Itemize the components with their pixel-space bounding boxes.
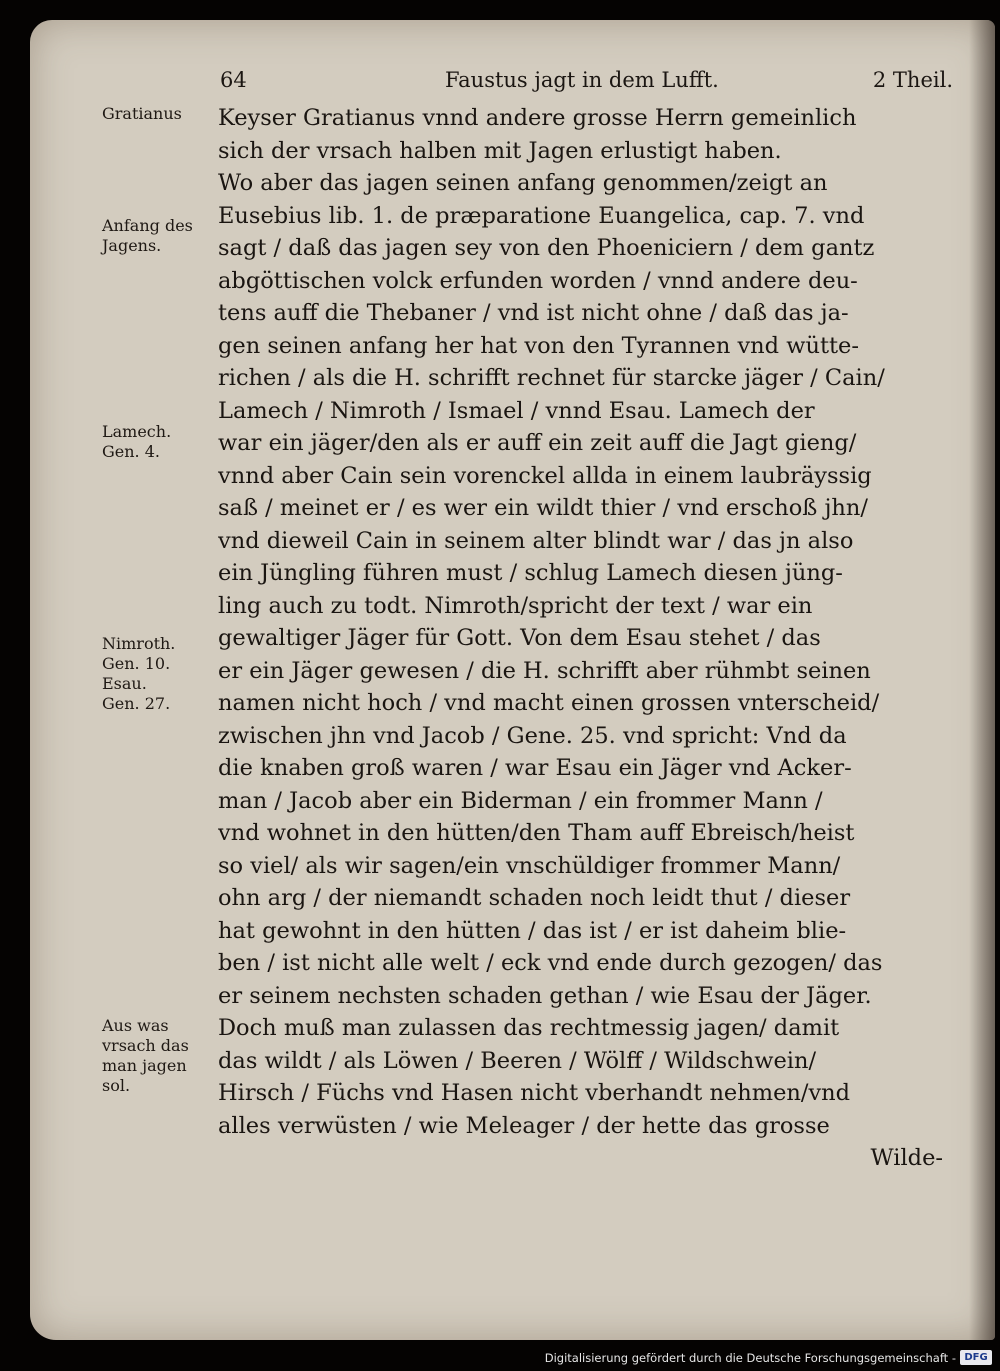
- margin-note-lamech: Lamech. Gen. 4.: [102, 422, 172, 461]
- text-line: gen seinen anfang her hat von den Tyrannen vnd wütte-: [218, 332, 859, 359]
- part-label: 2 Theil.: [872, 68, 953, 92]
- main-text-block: [218, 102, 943, 1175]
- text-line: vnnd aber Cain sein vorenckel allda in einem laubräyssig: [218, 462, 872, 489]
- text-line: gewaltiger Jäger für Gott. Von dem Esau stehet / das: [218, 625, 821, 651]
- catchword: Wilde-: [870, 1145, 943, 1171]
- page-gutter-shadow: [969, 20, 995, 1340]
- text-line: man / Jacob aber ein Biderman / ein frommer Mann /: [218, 787, 823, 814]
- margin-note-nimroth-esau: Nimroth. Gen. 10. Esau. Gen. 27.: [102, 634, 176, 713]
- running-title: Faustus jagt in dem Lufft.: [445, 68, 719, 92]
- text-line: tens auff die Thebaner / vnd ist nicht ohne / daß das ja-: [218, 300, 849, 326]
- page-number: 64: [220, 68, 247, 92]
- funding-footer: [0, 1347, 1000, 1367]
- text-line: alles verwüsten / wie Meleager / der hette das grosse: [218, 1112, 830, 1139]
- text-line: Doch muß man zulassen das rechtmessig jagen/ damit: [218, 1015, 840, 1041]
- text-line: abgöttischen volck erfunden worden / vnnd andere deu-: [218, 267, 858, 294]
- text-line: Eusebius lib. 1. de præparatione Euangelica, cap. 7. vnd: [218, 202, 865, 229]
- text-line: namen nicht hoch / vnd macht einen grossen vnterscheid/: [218, 690, 880, 716]
- text-line: Hirsch / Füchs vnd Hasen nicht vberhandt nehmen/vnd: [218, 1080, 851, 1106]
- book-page: [30, 20, 995, 1340]
- margin-note-anfang: Anfang des Jagens.: [102, 216, 193, 255]
- text-line: richen / als die H. schrifft rechnet für starcke jäger / Cain/: [218, 365, 885, 391]
- text-line: Lamech / Nimroth / Ismael / vnnd Esau. Lamech der: [218, 397, 815, 424]
- text-line: Keyser Gratianus vnnd andere grosse Herrn gemeinlich: [218, 105, 857, 131]
- text-line: er seinem nechsten schaden gethan / wie Esau der Jäger.: [218, 982, 872, 1009]
- margin-note-vrsach: Aus was vrsach das man jagen sol.: [102, 1016, 189, 1095]
- text-line: Wo aber das jagen seinen anfang genommen/zeigt an: [218, 170, 828, 196]
- dfg-logo: DFG: [960, 1350, 992, 1365]
- text-line: das wildt / als Löwen / Beeren / Wölff / Wildschwein/: [218, 1047, 817, 1074]
- text-line: vnd dieweil Cain in seinem alter blindt war / das jn also: [218, 527, 854, 554]
- margin-note-gratianus: Gratianus: [102, 104, 182, 123]
- text-line: ling auch zu todt. Nimroth/spricht der text / war ein: [218, 592, 813, 619]
- text-line: er ein Jäger gewesen / die H. schrifft aber rühmbt seinen: [218, 657, 871, 684]
- text-line: ben / ist nicht alle welt / eck vnd ende durch gezogen/ das: [218, 950, 883, 976]
- text-line: saß / meinet er / es wer ein wildt thier / vnd erschoß jhn/: [218, 495, 868, 521]
- text-line: zwischen jhn vnd Jacob / Gene. 25. vnd spricht: Vnd da: [218, 722, 847, 749]
- text-line: die knaben groß waren / war Esau ein Jäger vnd Acker-: [218, 755, 852, 781]
- text-line: so viel/ als wir sagen/ein vnschüldiger frommer Mann/: [218, 852, 841, 879]
- running-header: [30, 68, 995, 102]
- funding-notice: Digitalisierung gefördert durch die Deutsche Forschungsgemeinschaft -: [544, 1351, 956, 1365]
- text-line: vnd wohnet in den hütten/den Tham auff Ebreisch/heist: [218, 820, 855, 846]
- text-line: sagt / daß das jagen sey von den Phoeniciern / dem gantz: [218, 235, 875, 261]
- text-line: ein Jüngling führen must / schlug Lamech diesen jüng-: [218, 560, 843, 586]
- text-line: war ein jäger/den als er auff ein zeit auff die Jagt gieng/: [218, 430, 857, 456]
- text-line: sich der vrsach halben mit Jagen erlustigt haben.: [218, 137, 782, 164]
- text-line: hat gewohnt in den hütten / das ist / er ist daheim blie-: [218, 917, 847, 944]
- text-line: ohn arg / der niemandt schaden noch leidt thut / dieser: [218, 885, 851, 911]
